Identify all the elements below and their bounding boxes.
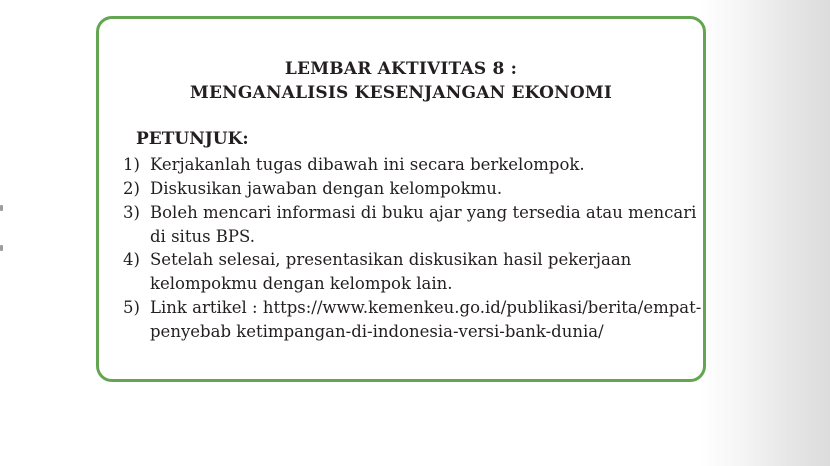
item-number: 3) [123,203,140,222]
page-edge-mark [0,245,3,251]
activity-sheet-box [96,16,706,382]
article-link-continued[interactable]: penyebab ketimpangan-di-indonesia-versi-bank-dunia/ [150,322,604,341]
article-link[interactable]: Link artikel : https://www.kemenkeu.go.id/publikasi/berita/empat- [150,298,702,317]
instruction-item-4 [123,250,631,269]
page-edge-mark [0,205,3,211]
item-text: Boleh mencari informasi di buku ajar yang tersedia atau mencari [150,203,697,222]
instruction-item-5 [123,298,701,317]
instruction-item-3-continued: di situs BPS. [150,227,255,246]
item-number: 2) [123,179,140,198]
item-number: 4) [123,250,140,269]
item-text: Setelah selesai, presentasikan diskusikan hasil pekerjaan [150,250,632,269]
instruction-item-3 [123,203,696,222]
instruction-item-4-continued: kelompokmu dengan kelompok lain. [150,274,453,293]
item-text: Diskusikan jawaban dengan kelompokmu. [150,179,503,198]
activity-title: LEMBAR AKTIVITAS 8 : [284,59,518,79]
instructions-heading: PETUNJUK: [136,129,249,149]
activity-subtitle: MENGANALISIS KESENJANGAN EKONOMI [189,83,613,103]
item-number: 1) [123,155,140,174]
item-text: Kerjakanlah tugas dibawah ini secara berkelompok. [150,155,585,174]
item-number: 5) [123,298,140,317]
instruction-item-1 [123,155,585,174]
instruction-item-2 [123,179,502,198]
